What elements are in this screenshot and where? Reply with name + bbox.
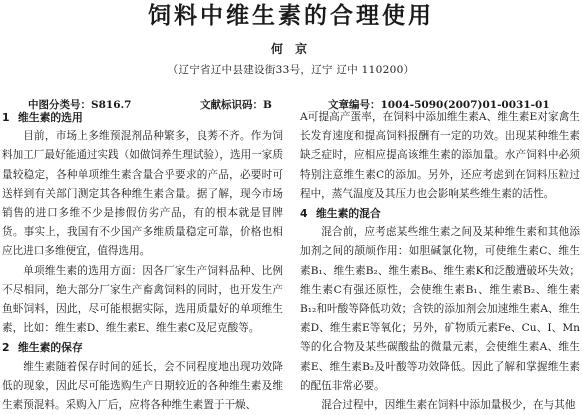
- section-heading: [2, 108, 283, 127]
- section-title: 维生素的混合: [316, 207, 381, 221]
- left-column: [2, 108, 283, 415]
- right-column: [300, 108, 580, 415]
- section-number: 2: [2, 341, 10, 355]
- document-code: 文献标识码：B: [200, 99, 272, 111]
- paragraph: 混合前，应考虑某些维生素之间及某种维生素和其他添加剂之间的颉颃作用：如胆碱氯化物，可使维生素C、维生素B₁、维生素B₂、维生素B₆、维生素K和泛酸遭破坏失效；维生素C有强还原性，会使维生素B₁、维生素B₂、维生素B₁₂和叶酸等降低功效；含铁的添加剂会加速维生素A、维生素D、维生素E等氧化；另外，矿物质元素Fe、Cu、I、Mn等的化合物及某些碳酸盐的微量元素，会使维生素A、维生素E、维生素B₂及叶酸等功效降低。因此了解和掌握维生素的配伍非常必要。: [300, 226, 580, 392]
- classification-number: 中图分类号：S816.7: [28, 99, 132, 111]
- section-number: 1: [2, 111, 10, 124]
- paragraph: 混合过程中，因维生素在饲料中添加量极少，在与其他: [321, 399, 576, 412]
- paragraph: 单项维生素的选用方面：因各厂家生产饲料品种、比例不尽相同，绝大部分厂家生产畜禽饲料的同时，也开发生产鱼虾饲料，因此，尽可能根据实际，选用质量好的单项维生素，比如：维生素D、维生素E、维生素C及尼克酸等。: [2, 264, 283, 335]
- section-title: 维生素的选用: [18, 111, 83, 124]
- author-affiliation: （辽宁省辽中县建设街33号，辽宁 辽中 110200）: [167, 64, 415, 76]
- article-title: 饲料中维生素的合理使用: [148, 3, 434, 29]
- paragraph: A可提高产蛋率，在饲料中添加维生素A、维生素E对家禽生长发育速度和提高饲料报酬有一定的功效。出现某种维生素缺乏症时，应相应提高该维生素的添加量。水产饲料中必须特别注意维生素C的添加。另外，还应考虑到在饲料压粒过程中，蒸气温度及其压力也会影响某些维生素的活性。: [300, 111, 580, 200]
- section-title: 维生素的保存: [18, 341, 83, 355]
- section-heading: [2, 338, 283, 357]
- section-heading: [300, 204, 580, 223]
- article-number: 文章编号：1004-5090(2007)01-0031-01: [328, 99, 550, 111]
- paragraph: 目前，市场上多维预混剂品种繁多，良莠不齐。作为饲料加工厂最好能通过实践（如做饲养生理试验），选用一家质量较稳定，各种单项维生素含量合乎要求的产品，必要时可送样到有关部门测定其各种维生素含量。据了解，现今市场销售的进口多维不少是掺假仿劣产品，有的根本就是冒牌货。事实上，我国有不少国产多维质量稳定可靠，价格也相应比进口多维便宜，值得选用。: [2, 130, 283, 258]
- paragraph: 维生素随着保存时间的延长，会不同程度地出现功效降低的现象，因此尽可能选购生产日期较近的各种维生素及维生素预混料。采购入厂后，应将各种维生素置于干燥、: [2, 360, 283, 412]
- author-name: 何 京: [270, 42, 312, 56]
- section-number: 4: [300, 207, 308, 221]
